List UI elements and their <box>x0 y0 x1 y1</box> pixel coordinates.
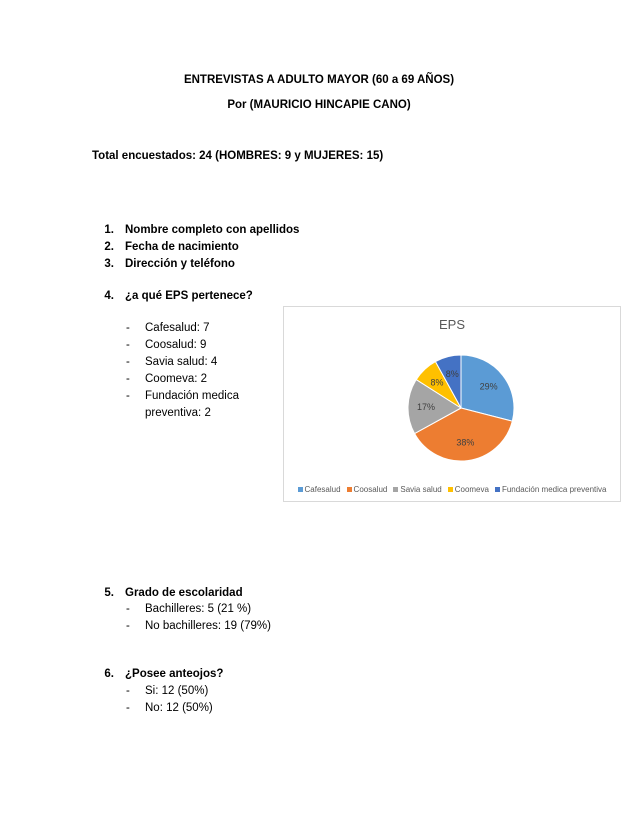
document-title: ENTREVISTAS A ADULTO MAYOR (60 a 69 AÑOS) <box>183 74 455 86</box>
answer-item-continued: preventiva: 2 <box>145 407 211 419</box>
legend-label: Coomeva <box>454 485 489 494</box>
answer-item: Bachilleres: 5 (21 %) <box>145 603 252 615</box>
question-number: 2. <box>104 241 114 253</box>
chart-title: EPS <box>438 317 465 332</box>
question-number: 5. <box>104 587 114 599</box>
chart-legend <box>284 485 620 494</box>
legend-swatch <box>298 487 303 492</box>
total-respondents: Total encuestados: 24 (HOMBRES: 9 y MUJERES: 15) <box>92 150 384 162</box>
pie-data-label: 8% <box>430 377 444 388</box>
legend-item <box>495 485 607 494</box>
bullet-dash: - <box>126 702 130 714</box>
legend-item <box>393 485 441 494</box>
question-text: ¿a qué EPS pertenece? <box>125 290 253 302</box>
legend-swatch <box>393 487 398 492</box>
legend-item <box>448 485 489 494</box>
eps-pie-chart <box>283 306 621 502</box>
bullet-dash: - <box>126 339 130 351</box>
legend-label: Savia salud <box>400 485 442 494</box>
bullet-dash: - <box>126 620 130 632</box>
question-number: 1. <box>104 224 114 236</box>
legend-swatch <box>495 487 500 492</box>
bullet-dash: - <box>126 390 130 402</box>
pie-data-label: 17% <box>417 401 436 412</box>
bullet-dash: - <box>126 373 130 385</box>
bullet-dash: - <box>126 685 130 697</box>
legend-swatch <box>347 487 352 492</box>
question-number: 6. <box>104 668 114 680</box>
document-author: Por (MAURICIO HINCAPIE CANO) <box>227 99 411 111</box>
bullet-dash: - <box>126 603 130 615</box>
legend-item <box>347 485 388 494</box>
question-text: Grado de escolaridad <box>125 587 243 599</box>
pie-data-label: 29% <box>479 381 498 392</box>
question-text: Dirección y teléfono <box>125 258 235 270</box>
answer-item: Cafesalud: 7 <box>145 322 210 334</box>
legend-swatch <box>448 487 453 492</box>
answer-item: Si: 12 (50%) <box>145 685 209 697</box>
pie-svg <box>284 307 620 501</box>
answer-item: No: 12 (50%) <box>145 702 213 714</box>
pie-data-label: 8% <box>445 369 459 380</box>
question-number: 3. <box>104 258 114 270</box>
answer-item: Savia salud: 4 <box>145 356 218 368</box>
answer-item: No bachilleres: 19 (79%) <box>145 620 271 632</box>
question-text: Fecha de nacimiento <box>125 241 239 253</box>
legend-item <box>298 485 341 494</box>
pie-data-label: 38% <box>456 437 475 448</box>
answer-item: Coomeva: 2 <box>145 373 208 385</box>
legend-label: Fundación medica preventiva <box>501 485 607 494</box>
question-text: Nombre completo con apellidos <box>125 224 300 236</box>
answer-item: Coosalud: 9 <box>145 339 207 351</box>
answer-item: Fundación medica <box>145 390 239 402</box>
bullet-dash: - <box>126 356 130 368</box>
legend-label: Coosalud <box>353 485 388 494</box>
bullet-dash: - <box>126 322 130 334</box>
legend-label: Cafesalud <box>304 485 341 494</box>
question-number: 4. <box>104 290 114 302</box>
question-text: ¿Posee anteojos? <box>125 668 224 680</box>
